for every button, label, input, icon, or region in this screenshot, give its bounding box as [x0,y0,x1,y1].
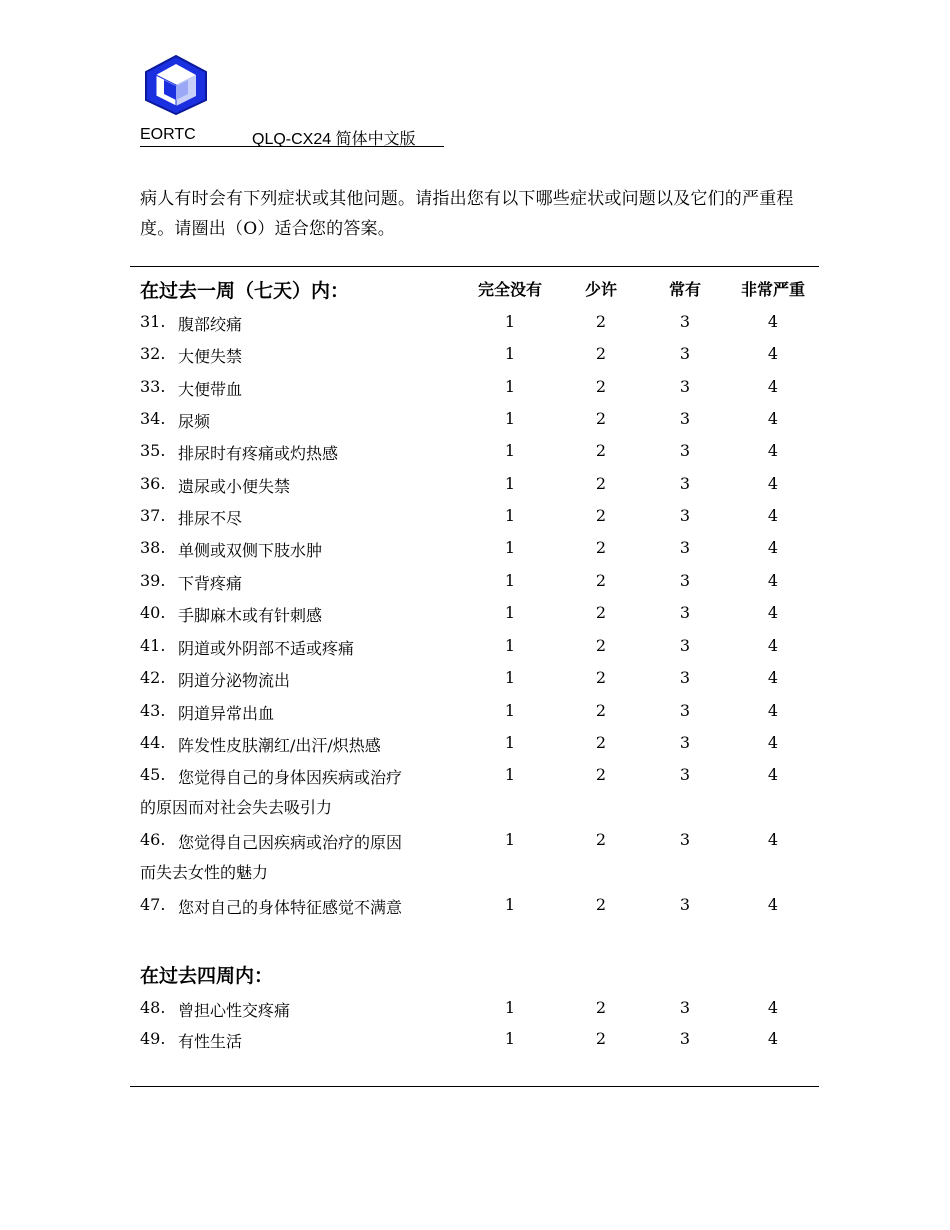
answer-option-4[interactable]: 4 [767,765,779,784]
section1-title: 在过去一周（七天）内： [140,280,350,302]
answer-option-4[interactable]: 4 [767,668,779,687]
question-number: 31. [140,312,166,331]
question-text: 您对自己的身体特征感觉不满意 [178,898,403,917]
eortc-logo-icon [142,54,210,116]
answer-option-1[interactable]: 1 [504,344,516,363]
question-text: 阴道异常出血 [178,704,275,723]
answer-option-2[interactable]: 2 [595,441,607,460]
header-module-code: QLQ-CX24 [252,131,332,148]
answer-option-4[interactable]: 4 [767,506,779,525]
question-text: 腹部绞痛 [178,315,243,334]
answer-option-3[interactable]: 3 [679,668,691,687]
question-number: 45. [140,765,166,784]
question-number: 48. [140,998,166,1017]
answer-option-3[interactable]: 3 [679,998,691,1017]
answer-option-3[interactable]: 3 [679,830,691,849]
header-module [252,126,416,149]
question-text: 排尿时有疼痛或灼热感 [178,444,339,463]
answer-option-4[interactable]: 4 [767,538,779,557]
answer-option-3[interactable]: 3 [679,409,691,428]
header-org: EORTC [140,126,196,143]
question-number: 38. [140,538,166,557]
scale-label-a-little: 少许 [584,280,617,299]
question-text: 阴道分泌物流出 [178,671,291,690]
answer-option-2[interactable]: 2 [595,830,607,849]
question-number: 47. [140,895,166,914]
question-text: 阴道或外阴部不适或疼痛 [178,639,355,658]
answer-option-1[interactable]: 1 [504,474,516,493]
answer-option-1[interactable]: 1 [504,312,516,331]
answer-option-2[interactable]: 2 [595,571,607,590]
answer-option-4[interactable]: 4 [767,409,779,428]
answer-option-1[interactable]: 1 [504,636,516,655]
question-number: 36. [140,474,166,493]
question-number: 43. [140,701,166,720]
question-text: 遗尿或小便失禁 [178,477,291,496]
answer-option-3[interactable]: 3 [679,441,691,460]
question-number: 37. [140,506,166,525]
answer-option-1[interactable]: 1 [504,377,516,396]
answer-option-2[interactable]: 2 [595,668,607,687]
answer-option-1[interactable]: 1 [504,701,516,720]
answer-option-4[interactable]: 4 [767,998,779,1017]
answer-option-3[interactable]: 3 [679,895,691,914]
scale-label-quite-a-bit: 常有 [668,280,701,299]
answer-option-1[interactable]: 1 [504,409,516,428]
answer-option-4[interactable]: 4 [767,701,779,720]
answer-option-3[interactable]: 3 [679,603,691,622]
question-number: 32. [140,344,166,363]
question-number: 34. [140,409,166,428]
answer-option-1[interactable]: 1 [504,441,516,460]
answer-option-2[interactable]: 2 [595,636,607,655]
document-header [140,124,444,147]
answer-option-3[interactable]: 3 [679,538,691,557]
answer-option-2[interactable]: 2 [595,895,607,914]
answer-option-3[interactable]: 3 [679,344,691,363]
answer-option-4[interactable]: 4 [767,1029,779,1048]
answer-option-4[interactable]: 4 [767,571,779,590]
answer-option-3[interactable]: 3 [679,506,691,525]
section2-title: 在过去四周内： [140,965,274,987]
answer-option-1[interactable]: 1 [504,506,516,525]
question-text: 有性生活 [178,1032,243,1051]
answer-option-2[interactable]: 2 [595,701,607,720]
answer-option-3[interactable]: 3 [679,474,691,493]
answer-option-2[interactable]: 2 [595,1029,607,1048]
answer-option-2[interactable]: 2 [595,474,607,493]
question-text: 您觉得自己的身体因疾病或治疗 [178,768,403,787]
question-text: 曾担心性交疼痛 [178,1001,291,1020]
question-number: 49. [140,1029,166,1048]
answer-option-2[interactable]: 2 [595,765,607,784]
answer-option-3[interactable]: 3 [679,377,691,396]
question-number: 35. [140,441,166,460]
question-number: 44. [140,733,166,752]
question-number: 40. [140,603,166,622]
instructions-text: 病人有时会有下列症状或其他问题。请指出您有以下哪些症状或问题以及它们的严重程度。请圈出（O）适合您的答案。 [140,189,794,239]
answer-option-4[interactable]: 4 [767,895,779,914]
answer-option-4[interactable]: 4 [767,312,779,331]
question-text: 大便带血 [178,380,243,399]
answer-option-3[interactable]: 3 [679,733,691,752]
scale-label-very-much: 非常严重 [740,280,805,299]
question-number: 33. [140,377,166,396]
answer-option-4[interactable]: 4 [767,441,779,460]
question-text: 大便失禁 [178,347,243,366]
answer-option-2[interactable]: 2 [595,998,607,1017]
answer-option-4[interactable]: 4 [767,830,779,849]
answer-option-1[interactable]: 1 [504,603,516,622]
question-text-continuation: 的原因而对社会失去吸引力 [140,798,333,817]
answer-option-1[interactable]: 1 [504,765,516,784]
answer-option-1[interactable]: 1 [504,998,516,1017]
question-number: 46. [140,830,166,849]
answer-option-1[interactable]: 1 [504,895,516,914]
answer-option-1[interactable]: 1 [504,830,516,849]
answer-option-1[interactable]: 1 [504,1029,516,1048]
answer-option-3[interactable]: 3 [679,636,691,655]
answer-option-1[interactable]: 1 [504,733,516,752]
answer-option-2[interactable]: 2 [595,409,607,428]
question-text: 下背疼痛 [178,574,243,593]
answer-option-3[interactable]: 3 [679,571,691,590]
answer-option-3[interactable]: 3 [679,765,691,784]
answer-option-2[interactable]: 2 [595,312,607,331]
table-top-rule [130,266,819,267]
question-number: 39. [140,571,166,590]
header-language: 简体中文版 [335,129,416,148]
answer-option-2[interactable]: 2 [595,733,607,752]
table-bottom-rule [130,1086,819,1087]
question-number: 42. [140,668,166,687]
question-text: 您觉得自己因疾病或治疗的原因 [178,833,403,852]
answer-option-4[interactable]: 4 [767,344,779,363]
question-text: 排尿不尽 [178,509,243,528]
answer-option-2[interactable]: 2 [595,344,607,363]
question-text-continuation: 而失去女性的魅力 [140,863,269,882]
question-number: 41. [140,636,166,655]
question-text: 单侧或双侧下肢水肿 [178,541,323,560]
answer-option-1[interactable]: 1 [504,668,516,687]
answer-option-4[interactable]: 4 [767,603,779,622]
answer-option-4[interactable]: 4 [767,636,779,655]
answer-option-3[interactable]: 3 [679,1029,691,1048]
answer-option-1[interactable]: 1 [504,538,516,557]
answer-option-4[interactable]: 4 [767,733,779,752]
answer-option-2[interactable]: 2 [595,603,607,622]
answer-option-4[interactable]: 4 [767,377,779,396]
scale-label-not-at-all: 完全没有 [477,280,542,299]
question-text: 阵发性皮肤潮红/出汗/炽热感 [178,736,381,755]
answer-option-2[interactable]: 2 [595,377,607,396]
answer-option-3[interactable]: 3 [679,312,691,331]
answer-option-4[interactable]: 4 [767,474,779,493]
answer-option-1[interactable]: 1 [504,571,516,590]
answer-option-2[interactable]: 2 [595,538,607,557]
question-text: 手脚麻木或有针刺感 [178,606,323,625]
question-text: 尿频 [178,412,211,431]
answer-option-3[interactable]: 3 [679,701,691,720]
answer-option-2[interactable]: 2 [595,506,607,525]
